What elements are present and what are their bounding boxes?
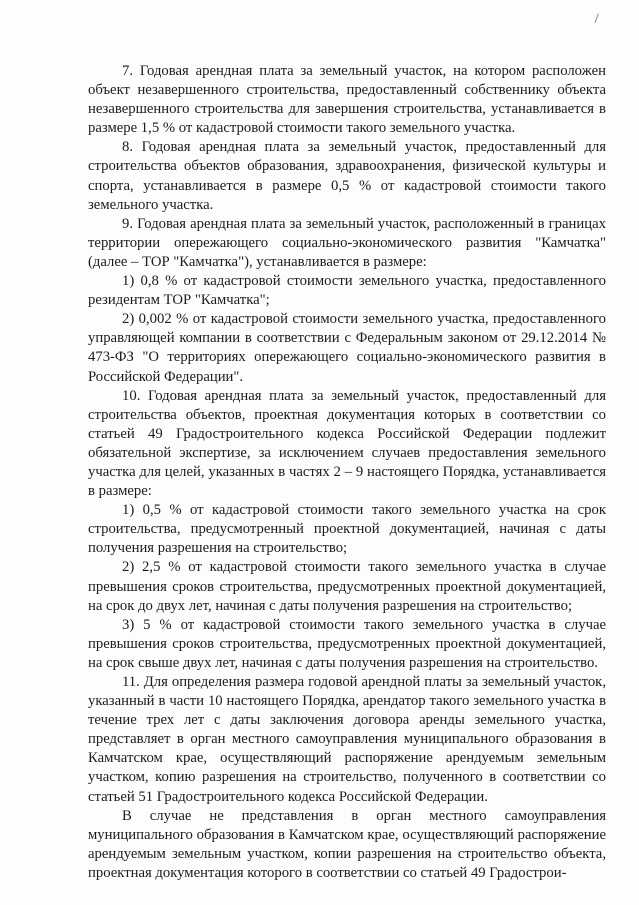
paragraph-7: 7. Годовая арендная плата за земельный участок, на котором расположен объект незавершенного строительства, предоставленный собственнику объекта незавершенного строительства для завершения строительства, устанавливается в размере 1,5 % от кадастровой стоимости такого земельного участка. bbox=[88, 63, 606, 137]
paragraph-10-item-2: 2) 2,5 % от кадастровой стоимости такого земельного участка в случае превышения сроков строительства, предусмотренных проектной документацией, на срок до двух лет, начиная с даты получения разрешения на строительство; bbox=[88, 559, 606, 614]
paragraph-11: 11. Для определения размера годовой арендной платы за земельный участок, указанный в части 10 настоящего Порядка, арендатор такого земельного участка в течение трех лет с даты заключения договора аренды земельного участка, представляет в орган местного самоуправления муниципального образования в Камчатском крае, осуществляющий распоряжение арендуемым земельным участком, копию разрешения на строительство, полученного в соответствии со статьей 51 Градостроительного кодекса Российской Федерации. bbox=[88, 674, 606, 805]
paragraph-11-continuation: В случае не представления в орган местного самоуправления муниципального образования в Камчатском крае, осуществляющий распоряжение арендуемым земельным участком, копии разрешения на строительство объекта, проектная документация которого в соответствии со статьей 49 Градострои- bbox=[88, 807, 606, 881]
paragraph-10-item-1: 1) 0,5 % от кадастровой стоимости такого земельного участка на срок строительства, предусмотренный проектной документацией, начиная с даты получения разрешения на строительство; bbox=[88, 502, 606, 557]
paragraph-8: 8. Годовая арендная плата за земельный участок, предоставленный для строительства объектов образования, здравоохранения, физической культуры и спорта, устанавливается в размере 0,5 % от кадастровой стоимости такого земельного участка. bbox=[88, 139, 606, 213]
paragraph-10-item-3: 3) 5 % от кадастровой стоимости такого земельного участка в случае превышения сроков строительства, предусмотренных проектной документацией, на срок свыше двух лет, начиная с даты получения разрешения на строительство. bbox=[88, 616, 606, 671]
paragraph-9-item-2: 2) 0,002 % от кадастровой стоимости земельного участка, предоставленного управляющей компании в соответствии с Федеральным законом от 29.12.2014 № 473-ФЗ "О территориях опережающего социально-экономического развития в Российской Федерации". bbox=[88, 311, 606, 385]
paragraph-10: 10. Годовая арендная плата за земельный участок, предоставленный для строительства объектов, проектная документация которых в соответствии со статьей 49 Градостроительного кодекса Российской Федерации подлежит обязательной экспертизе, за исключением случаев предоставления земельного участка для целей, указанных в частях 2 – 9 настоящего Порядка, устанавливается в размере: bbox=[88, 387, 606, 500]
paragraph-9: 9. Годовая арендная плата за земельный участок, расположенный в границах территории опережающего социально-экономического развития "Камчатка" (далее – ТОР "Камчатка"), устанавливается в размере: bbox=[88, 215, 606, 270]
document-body bbox=[88, 62, 606, 883]
paragraph-9-item-1: 1) 0,8 % от кадастровой стоимости земельного участка, предоставленного резидентам ТОР "Камчатка"; bbox=[88, 273, 606, 309]
scan-mark bbox=[594, 13, 602, 24]
